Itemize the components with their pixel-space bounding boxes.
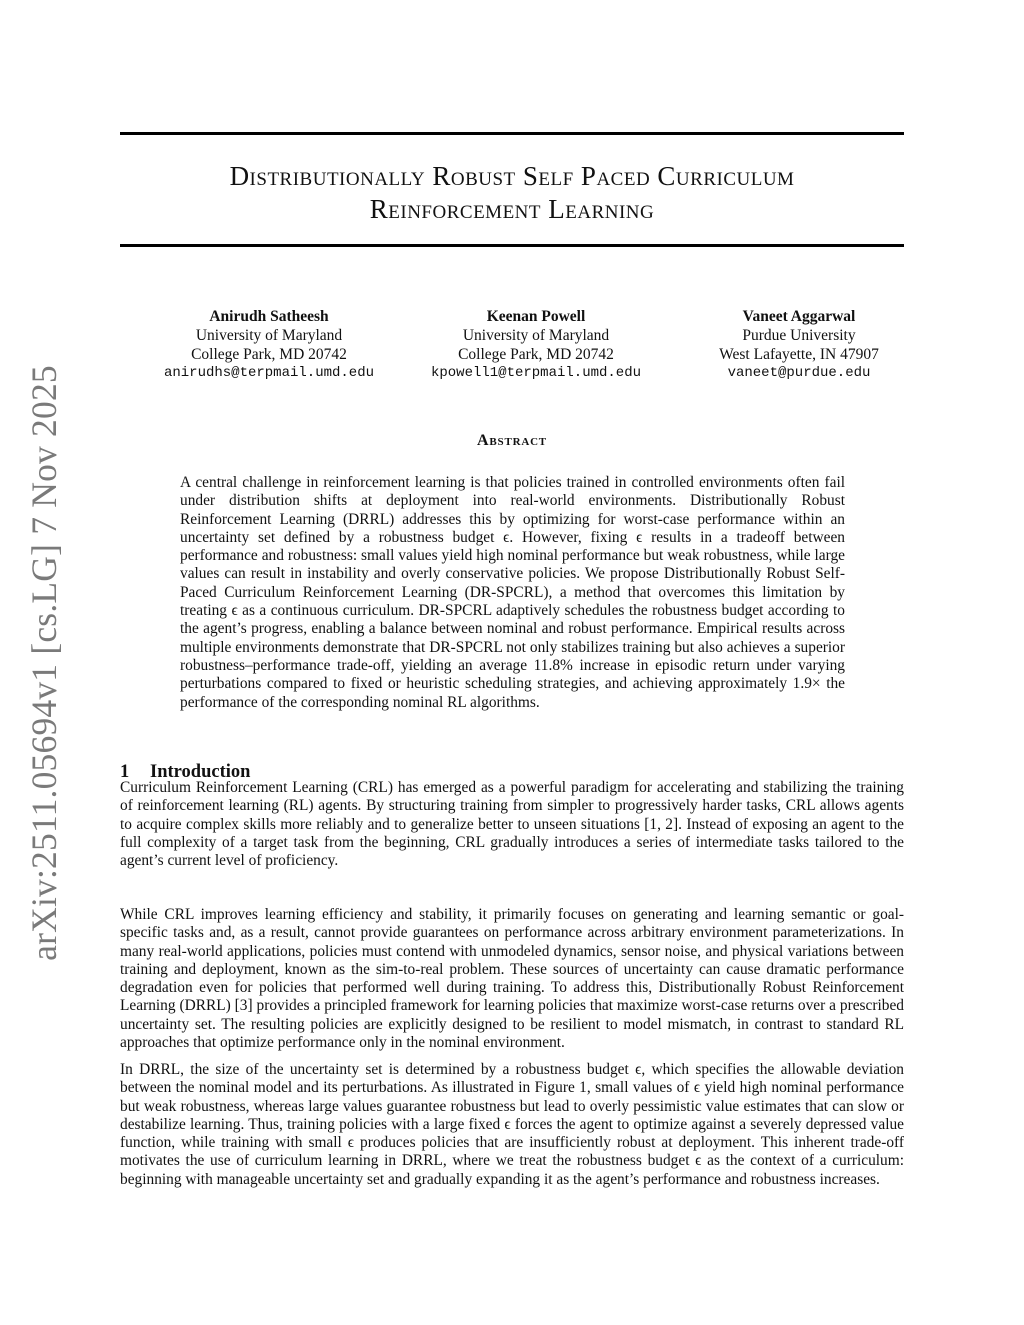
author-affiliation: University of Maryland [462,327,610,344]
title-bottom-rule [120,244,904,247]
author-name: Anirudh Satheesh [209,308,329,325]
author-affiliation: Purdue University [742,327,856,344]
author-affiliation: University of Maryland [195,327,343,344]
body-paragraph: In DRRL, the size of the uncertainty set is determined by a robustness budget ϵ, which specifies the allowable deviation between the nominal model and its perturbations. As illustrated in Figure 1, small values of ϵ yield high nominal performance but weak robustness, whereas large values guarantee robustness but lead to overly pessimistic value estimates that can slow or destabilize learning. Thus, training policies with a large fixed ϵ forces the agent to optimize against a severely depressed value function, while training with small ϵ produces policies that are insufficiently robust at deployment. This inherent trade-off motivates the use of curriculum learning in DRRL, where we treat the robustness budget ϵ as the context of a curriculum: beginning with manageable uncertainty set and gradually expanding it as the agent’s performance and robustness increases. [120,1061,904,1188]
author-email: kpowell1@terpmail.umd.edu [430,365,642,381]
author-name: Keenan Powell [486,308,586,325]
abstract-text: A central challenge in reinforcement learning is that policies trained in controlled environments often fail under distribution shifts at deployment into real-world environments. Distributionally Robust Reinforcement Learning (DRRL) addresses this by optimizing for worst-case performance within an uncertainty set defined by a robustness budget ϵ. However, fixing ϵ results in a tradeoff between performance and robustness: small values yield high nominal performance but weak robustness, while large values can result in instability and overly conservative policies. We propose Distributionally Robust Self-Paced Curriculum Reinforcement Learning (DR-SPCRL), a method that overcomes this limitation by treating ϵ as a continuous curriculum. DR-SPCRL adaptively schedules the robustness budget according to the agent’s progress, enabling a balance between nominal and robust performance. Empirical results across multiple environments demonstrate that DR-SPCRL not only stabilizes training but also achieves a superior robustness–performance trade-off, yielding an average 11.8% increase in episodic return under varying perturbations compared to fixed or heuristic scheduling strategies, and achieving approximately 1.9× the performance of the corresponding nominal RL algorithms. [180,474,845,711]
author-email: vaneet@purdue.edu [727,365,871,381]
section-title: Introduction [150,762,251,782]
author-card [386,307,686,383]
section-number: 1 [120,762,130,782]
author-location: College Park, MD 20742 [191,346,347,363]
paper-title-line-2: Reinforcement Learning [369,194,655,224]
arxiv-identifier-text: arXiv:2511.05694v1 [cs.LG] 7 Nov 2025 [24,365,65,961]
title-top-rule [120,132,904,135]
author-location: West Lafayette, IN 47907 [719,346,879,363]
author-name: Vaneet Aggarwal [742,308,856,325]
abstract-heading: Abstract [477,432,547,449]
author-location: College Park, MD 20742 [458,346,614,363]
body-paragraph: Curriculum Reinforcement Learning (CRL) has emerged as a powerful paradigm for accelerating and stabilizing the training of reinforcement learning (RL) agents. By structuring training from simpler to progressively harder tasks, CRL allows agents to acquire complex skills more reliably and to generalize better to unseen situations [1, 2]. Instead of exposing an agent to the full complexity of a target task from the beginning, CRL gradually introduces a series of intermediate tasks tailored to the agent’s current level of proficiency. [120,779,904,870]
paper-title [120,160,904,226]
author-block [120,307,904,387]
body-paragraph: While CRL improves learning efficiency and stability, it primarily focuses on generating and learning semantic or goal-specific tasks and, as a result, cannot provide guarantees on performance across arbitrary environment parameterizations. In many real-world applications, policies must contend with unmodeled dynamics, sensor noise, and physical variations between training and deployment, known as the sim-to-real problem. These sources of uncertainty can cause dramatic performance degradation even for policies that performed well during training. To address this, Distributionally Robust Reinforcement Learning (DRRL) [3] provides a principled framework for learning policies that maximize worst-case returns over a prescribed uncertainty set. The resulting policies are explicitly designed to be resilient to model mismatch, in contrast to standard RL approaches that optimize performance only in the nominal environment. [120,906,904,1052]
author-email: anirudhs@terpmail.umd.edu [163,365,375,381]
arxiv-identifier-stamp [22,365,66,961]
paper-title-line-1: Distributionally Robust Self Paced Curriculum [229,161,795,191]
author-card [119,307,419,383]
author-card [649,307,949,383]
